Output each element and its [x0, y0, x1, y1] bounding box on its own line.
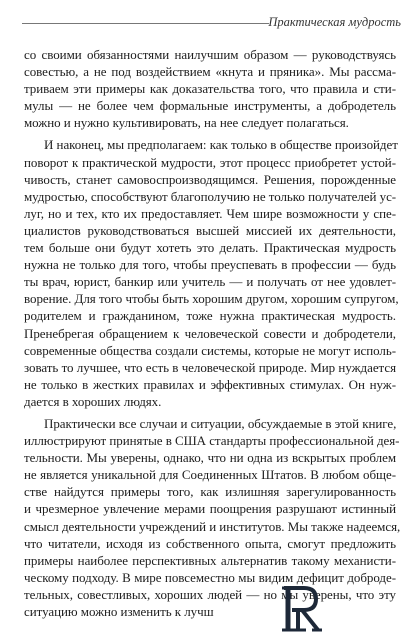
text-line: что читатели, исходя из собственного опыта, смогут предложить	[24, 535, 396, 551]
text-line: смысл деятельности учреждений и институтов. Мы также надеемся,	[24, 518, 401, 534]
text-line: чивость, станет самовоспроизводящимся. Решения, порожденные	[24, 171, 396, 187]
text-line: зовать то лучшее, что есть в человеческой природе. Мир нуждается	[24, 359, 396, 375]
text-line: дается в хороших людях.	[24, 393, 162, 409]
text-line: ситуацию можно изменить к лучш	[24, 604, 214, 619]
header-rule	[22, 23, 269, 24]
text-line: ворение. Для того чтобы быть хорошим другом, хорошим супругом,	[24, 291, 399, 307]
text-line: мудростью, способствуют благополучию не только получателей ус-	[24, 188, 397, 204]
text-line: ты врач, юрист, банкир или учитель — и получать от нее удовлет-	[24, 274, 396, 290]
paragraph-2	[24, 136, 399, 410]
text-line: циалистов руководствоваться высшей миссией их деятельности,	[24, 222, 396, 238]
text-line: можно и нужно культивировать, на нее следует полагаться.	[24, 115, 349, 131]
text-line: совестью, а не под воздействием «кнута и пряника». Мы рассма-	[24, 64, 396, 80]
text-line: Практически все случаи и ситуации, обсуждаемые в этой книге,	[44, 415, 397, 431]
text-line: тельности. Мы уверены, однако, что ни одна из вскрытых проблем	[24, 450, 396, 466]
text-line: не является уникальной для Соединенных Штатов. В любом обще-	[24, 467, 396, 483]
text-line: триваем эти примеры как доказательства того, что правила и сти-	[24, 81, 396, 97]
text-line: тельных, совестливых, хороших людей — но мы уверены, что эту	[24, 586, 396, 602]
body-text	[24, 46, 401, 620]
paragraph-1	[24, 46, 396, 131]
text-line: нужна не только для того, чтобы преуспевать в профессии — будь	[24, 257, 396, 273]
text-line: тем больше они будут хотеть это делать. Практическая мудрость	[24, 240, 396, 256]
text-line: и чрезмерное увлечение мерами поощрения разрушают истинный	[24, 501, 396, 517]
paragraph-3	[24, 415, 401, 620]
text-line: поворот к практической мудрости, этот процесс приобретет устой-	[24, 154, 396, 170]
running-header	[22, 14, 401, 32]
text-line: не только в жестких правилах и эффективных стимулах. Он нуж-	[24, 376, 396, 392]
text-line: И наконец, мы предполагаем: как только в обществе произойдет	[44, 137, 398, 153]
text-line: родителем и гражданином, тоже нужна практическая мудрость.	[24, 308, 396, 324]
text-line: иллюстрируют принятые в США стандарты профессиональной дея-	[24, 433, 400, 449]
publisher-logo	[278, 584, 324, 634]
text-line: со своими обязанностями наилучшим образом — руководствуясь	[24, 47, 396, 62]
text-line: луг, но и тех, кто их предоставляет. Чем шире возможности у спе-	[24, 205, 396, 221]
text-line: ческому подходу. В мире повсеместно мы видим дефицит доброде-	[24, 569, 396, 585]
text-line: мулы — не более чем формальные инструменты, а добродетель	[24, 98, 396, 114]
text-line: стве найдутся примеры того, как излишняя зарегулированность	[24, 484, 396, 500]
text-line: современные общества создали системы, которые не могут исполь-	[24, 342, 396, 358]
text-line: примеры наиболее перспективных альтернатив такому механисти-	[24, 552, 396, 568]
header-title: Практическая мудрость	[268, 15, 401, 29]
text-line: Пренебрегая обращением к человеческой совести и добродетели,	[24, 325, 396, 341]
